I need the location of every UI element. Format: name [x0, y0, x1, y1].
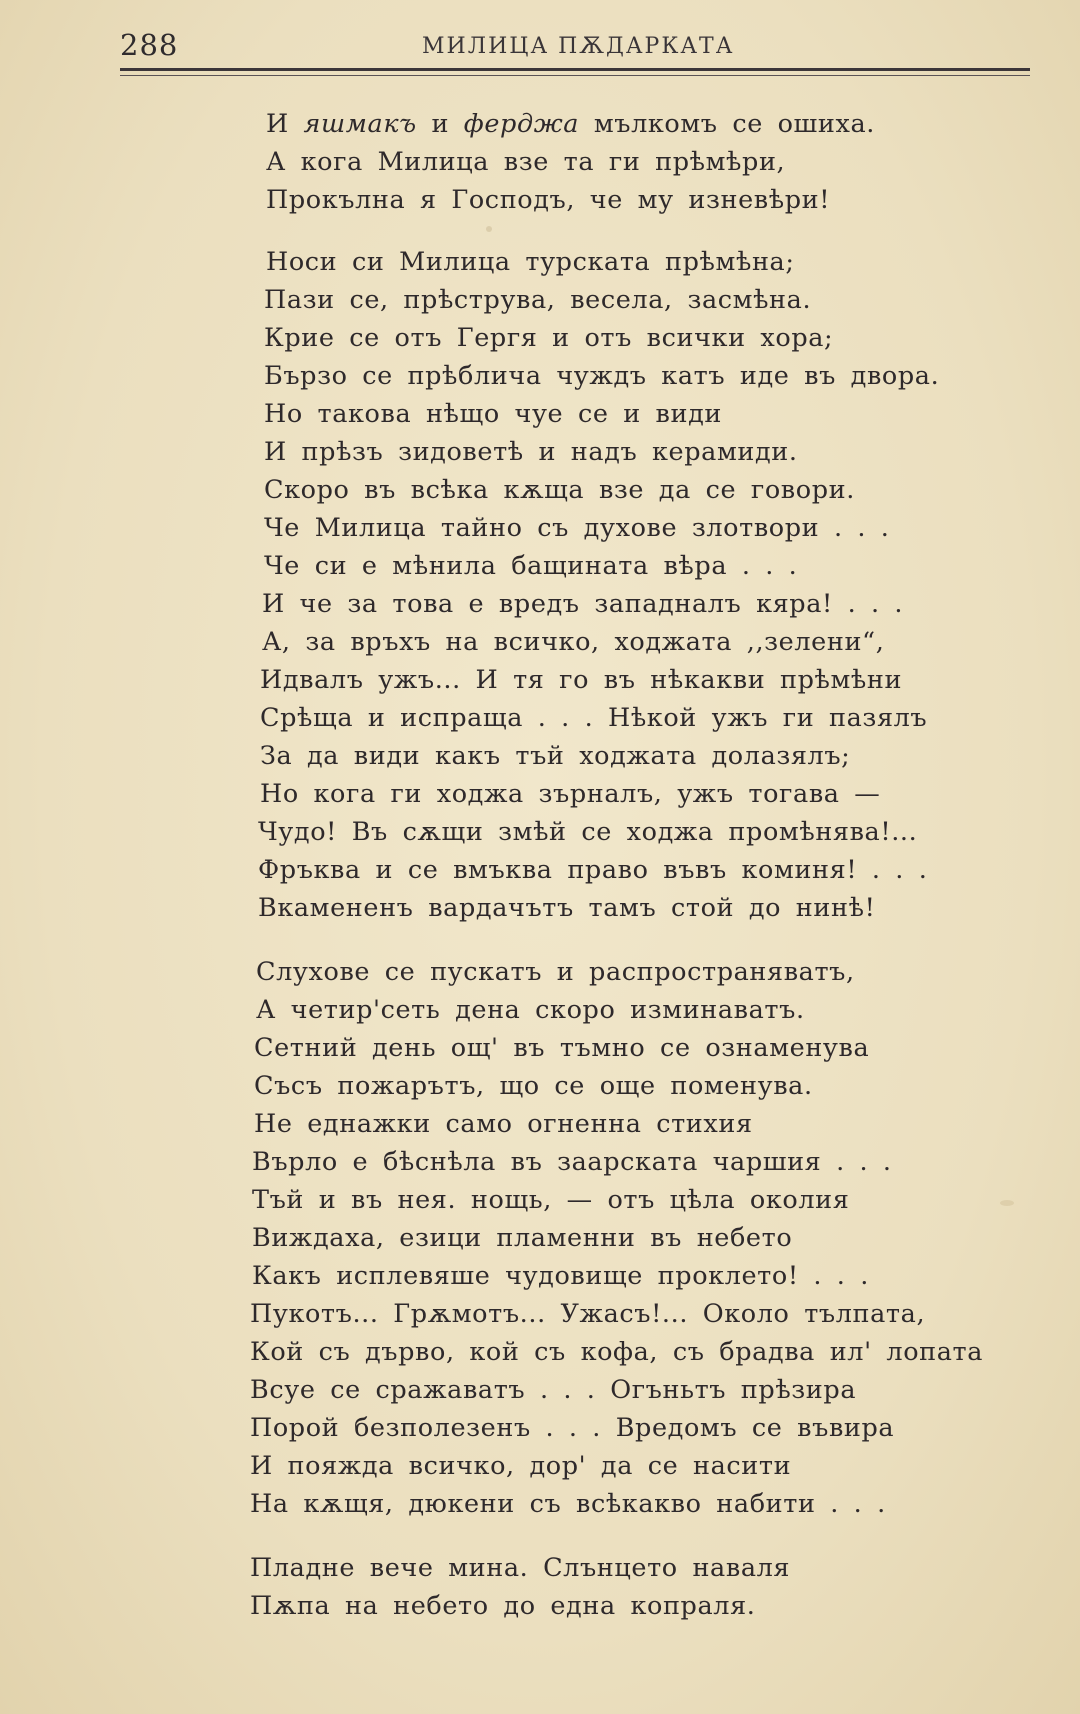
poem-line: И прѣзъ зидоветѣ и надъ керамиди.	[264, 437, 798, 467]
poem-line: И пояжда всичко, дор' да се насити	[250, 1451, 792, 1481]
poem-line: На кѫщя, дюкени съ всѣкакво набити . . .	[250, 1489, 886, 1519]
poem-line: Какъ исплевяше чудовище проклето! . . .	[252, 1261, 869, 1291]
poem-line: Носи си Милица турската прѣмѣна;	[266, 247, 795, 277]
poem-line: Пладне вече мина. Слънцето наваля	[250, 1553, 791, 1583]
poem-line: Идвалъ ужъ... И тя го въ нѣкакви прѣмѣни	[260, 665, 903, 695]
poem-line: Пукотъ... Грѫмотъ... Ужасъ!... Около тълпата,	[250, 1299, 926, 1329]
poem-line: Кой съ дърво, кой съ кофа, съ брадва ил' лопата	[250, 1337, 984, 1367]
poem-line: Но такова нѣщо чуе се и види	[264, 399, 722, 429]
poem-line: А четир'сеть дена скоро изминаватъ.	[256, 995, 805, 1025]
poem-line: Съсъ пожарътъ, що се още поменува.	[254, 1071, 813, 1101]
poem-line: Бързо се прѣблича чуждъ катъ иде въ двора.	[264, 361, 940, 391]
poem-line: Сетний день ощ' въ тъмно се ознаменува	[254, 1033, 870, 1063]
poem-line: Слухове се пускатъ и распространяватъ,	[256, 957, 855, 987]
poem-line: Пѫпа на небето до една копраля.	[250, 1591, 756, 1621]
paper-speck	[1000, 1200, 1014, 1206]
poem-line: Пази се, прѣструва, весела, засмѣна.	[264, 285, 812, 315]
running-head: МИЛИЦА ПѪДАРКАТА	[422, 34, 735, 59]
poem-line: А кога Милица взе та ги прѣмѣри,	[266, 147, 786, 177]
poem-line: За да види какъ тъй ходжата долазялъ;	[260, 741, 851, 771]
poem-line: Всуе се сражаватъ . . . Огъньтъ прѣзира	[250, 1375, 857, 1405]
poem-line: Скоро въ всѣка кѫща взе да се говори.	[264, 475, 855, 505]
poem-line: Прокълна я Господъ, че му изневѣри!	[266, 185, 831, 215]
poem-line: Но кога ги ходжа зърналъ, ужъ тогава —	[260, 779, 881, 809]
poem-line: И яшмакъ и ферджа мълкомъ се ошиха.	[266, 109, 875, 139]
poem-line: Крие се отъ Гергя и отъ всички хора;	[264, 323, 834, 353]
poem-line: И че за това е вредъ западналъ кяра! . . .	[262, 589, 904, 619]
poem-line: Порой безполезенъ . . . Вредомъ се въвира	[250, 1413, 895, 1443]
paper-speck	[486, 226, 492, 232]
poem-line: Не еднажки само огненна стихия	[254, 1109, 753, 1139]
poem-line: Виждаха, езици пламенни въ небето	[252, 1223, 793, 1253]
poem-line: Тъй и въ нея. нощь, — отъ цѣла околия	[252, 1185, 850, 1215]
page-number: 288	[120, 28, 179, 62]
poem-line: Че си е мѣнила бащината вѣра . . .	[264, 551, 798, 581]
poem-line: Срѣща и испраща . . . Нѣкой ужъ ги пазялъ	[260, 703, 928, 733]
poem-line: Върло е бѣснѣла въ заарската чаршия . . .	[252, 1147, 892, 1177]
poem-line: Че Милица тайно съ духове злотвори . . .	[264, 513, 890, 543]
poem-line: Вкамененъ вардачътъ тамъ стой до нинѣ!	[258, 893, 876, 923]
poem-line: Фръква и се вмъква право въвъ коминя! . . .	[258, 855, 928, 885]
poem-line: Чудо! Въ сѫщи змѣй се ходжа промѣнява!...	[258, 817, 918, 847]
poem-line: А, за връхъ на всичко, ходжата ,,зелени“,	[262, 627, 885, 657]
